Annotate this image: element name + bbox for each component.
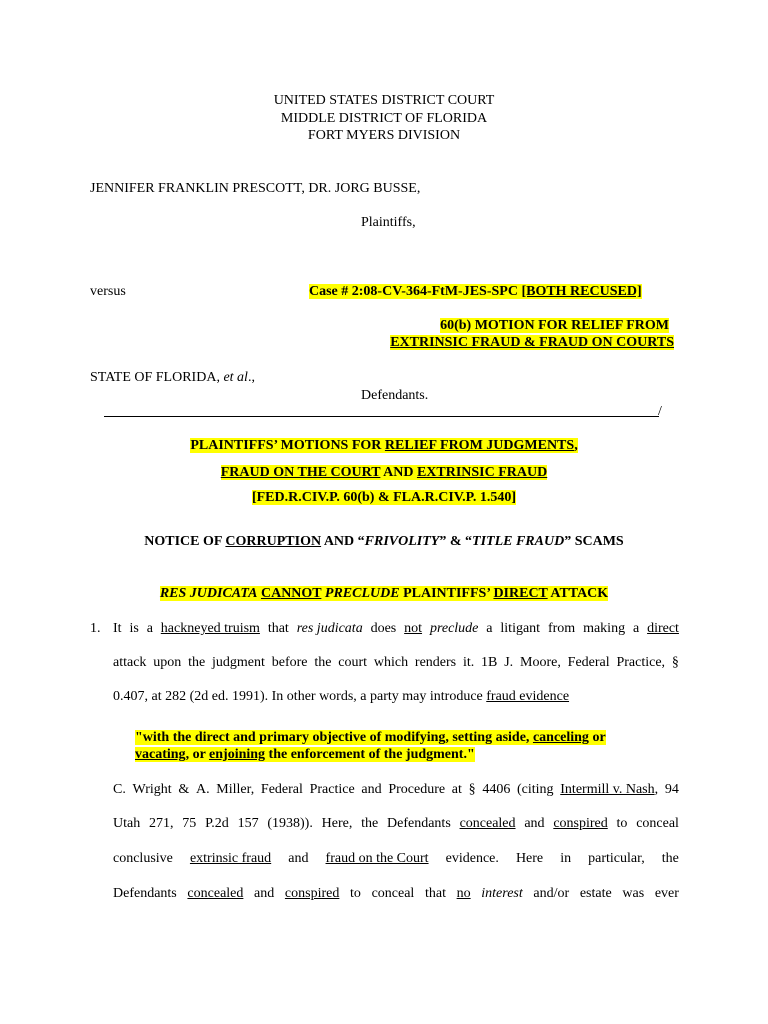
court-division: FORT MYERS DIVISION <box>307 128 461 143</box>
word: Federal <box>260 782 303 797</box>
word: that <box>424 886 446 901</box>
res-a: RES JUDICATA <box>159 586 258 601</box>
plaintiffs-names: JENNIFER FRANKLIN PRESCOTT, DR. JORG BUSSE, <box>90 181 421 196</box>
quote-q2-b: , or <box>185 747 210 762</box>
word: and <box>361 782 382 797</box>
word: extrinsic fraud <box>189 851 272 866</box>
word: the <box>188 655 206 670</box>
word: ever <box>654 886 679 901</box>
notice-d: FRIVOLITY <box>364 534 440 549</box>
word: Here <box>515 851 544 866</box>
quote-q2-c: enjoining <box>209 747 266 762</box>
word: a <box>632 621 640 636</box>
word: evidence. <box>445 851 499 866</box>
res-e: PRECLUDE <box>324 586 400 601</box>
notice-b: CORRUPTION <box>225 534 322 549</box>
word: (1938)). <box>267 816 313 831</box>
heading-relief-a: PLAINTIFFS’ MOTIONS FOR <box>190 438 385 453</box>
para1-l3-underlined: fraud evidence <box>486 689 570 704</box>
word: 94 <box>664 782 679 797</box>
word: a <box>146 621 153 636</box>
word: and <box>254 886 275 901</box>
heading-res-judicata <box>0 585 768 602</box>
notice-a: NOTICE OF <box>144 534 226 549</box>
word: conceal <box>636 816 679 831</box>
para1-line2 <box>113 654 679 671</box>
word: it. <box>462 655 475 670</box>
word: (citing <box>517 782 554 797</box>
word: Practice <box>309 782 355 797</box>
heading-rules <box>0 489 768 506</box>
word: which <box>373 655 409 670</box>
paragraph-number: 1. <box>90 621 101 636</box>
word: conspired <box>284 886 340 901</box>
word: in <box>560 851 572 866</box>
word: upon <box>153 655 182 670</box>
word: Federal <box>567 655 610 670</box>
quote-q2-d: the enforcement of the judgment." <box>265 747 475 762</box>
word: It <box>113 621 122 636</box>
word: 75 <box>182 816 197 831</box>
word: direct <box>647 621 679 636</box>
plaintiffs-label: Plaintiffs, <box>361 215 416 230</box>
word: making <box>583 621 626 636</box>
defendant-end: ., <box>247 370 255 385</box>
word: at <box>451 782 462 797</box>
heading-fraud-c: EXTRINSIC FRAUD <box>416 465 548 480</box>
word: 4406 <box>482 782 511 797</box>
word: conceal <box>371 886 415 901</box>
defendant-name <box>90 369 255 386</box>
word: particular, <box>588 851 645 866</box>
quote-line1 <box>135 729 606 746</box>
word: hackneyed truism <box>160 621 260 636</box>
word: judgment <box>212 655 265 670</box>
word: Moore, <box>520 655 561 670</box>
quote-line2 <box>135 746 475 763</box>
word: a <box>486 621 493 636</box>
word: Procedure <box>388 782 446 797</box>
word: to <box>350 886 361 901</box>
quote-q1-b: canceling <box>532 730 589 745</box>
word: , <box>654 782 659 797</box>
para1-line3 <box>113 688 569 705</box>
motion-line1-text: 60(b) MOTION FOR RELIEF FROM <box>440 318 669 333</box>
case-prefix: Case # 2:08-CV-364-FtM-JES-SPC <box>309 284 522 299</box>
word: the <box>314 655 332 670</box>
para2-line1 <box>113 781 679 798</box>
word: Wright <box>132 782 172 797</box>
defendant-text: STATE OF FLORIDA, <box>90 370 224 385</box>
word: preclude <box>429 621 479 636</box>
notice-e: ” & “ <box>439 534 473 549</box>
word: the <box>661 851 679 866</box>
word: conclusive <box>113 851 173 866</box>
word: A. <box>195 782 210 797</box>
word: 157 <box>237 816 259 831</box>
word: 271, <box>149 816 174 831</box>
word: § <box>468 782 476 797</box>
case-number <box>309 283 642 300</box>
heading-relief-b: RELIEF FROM JUDGMENTS <box>384 438 575 453</box>
word: that <box>267 621 289 636</box>
word: from <box>547 621 576 636</box>
res-c: CANNOT <box>260 586 322 601</box>
word: & <box>178 782 190 797</box>
word: court <box>338 655 368 670</box>
res-h: ATTACK <box>547 586 609 601</box>
court-district: MIDDLE DISTRICT OF FLORIDA <box>280 111 488 126</box>
word: 1B <box>481 655 498 670</box>
heading-notice <box>0 533 768 550</box>
word: renders <box>414 655 457 670</box>
word: J. <box>504 655 514 670</box>
versus-label: versus <box>90 284 126 299</box>
notice-f: TITLE FRAUD <box>472 534 565 549</box>
word: is <box>129 621 139 636</box>
word: before <box>271 655 308 670</box>
word: estate <box>579 886 612 901</box>
word: res judicata <box>296 621 363 636</box>
heading-fraud-a: FRAUD ON THE COURT <box>220 465 381 480</box>
word: Defendants <box>387 816 451 831</box>
word: interest <box>481 886 523 901</box>
quote-q2-a: vacating <box>135 747 186 762</box>
word: Defendants <box>113 886 177 901</box>
defendant-etal: et al <box>223 370 248 385</box>
motion-title-line2 <box>390 334 674 351</box>
res-g: DIRECT <box>493 586 548 601</box>
word: Utah <box>113 816 141 831</box>
case-citation: Intermill v. Nash <box>560 782 655 797</box>
word: P.2d <box>205 816 229 831</box>
caption-rule <box>104 416 659 417</box>
heading-relief <box>0 437 768 454</box>
court-name: UNITED STATES DISTRICT COURT <box>273 93 495 108</box>
para2-line2 <box>113 815 679 832</box>
quote-q1-c: or <box>588 730 606 745</box>
para2-line4 <box>113 885 679 902</box>
case-recused: [BOTH RECUSED] <box>521 284 642 299</box>
word: Miller, <box>216 782 255 797</box>
para1-line1 <box>113 620 679 637</box>
word: the <box>361 816 379 831</box>
word: fraud on the Court <box>325 851 429 866</box>
notice-c: AND “ <box>321 534 365 549</box>
word: no <box>456 886 471 901</box>
word: Practice, <box>616 655 666 670</box>
word: was <box>622 886 645 901</box>
word: concealed <box>459 816 516 831</box>
word: C. <box>113 782 126 797</box>
word: not <box>404 621 423 636</box>
word: and <box>288 851 309 866</box>
res-f: PLAINTIFFS’ <box>399 586 494 601</box>
caption-rule-end: / <box>658 404 662 419</box>
motion-title-line1 <box>440 317 669 334</box>
word: does <box>370 621 397 636</box>
word: § <box>671 655 679 670</box>
heading-rules-text: [FED.R.CIV.P. 60(b) & FLA.R.CIV.P. 1.540] <box>251 490 517 505</box>
word: and <box>524 816 545 831</box>
para2-line3 <box>113 850 679 867</box>
heading-relief-c: , <box>574 438 578 453</box>
word: Here, <box>321 816 353 831</box>
word: litigant <box>500 621 541 636</box>
notice-g: ” SCAMS <box>564 534 624 549</box>
word: attack <box>113 655 147 670</box>
motion-line2-text: EXTRINSIC FRAUD & FRAUD ON COURTS <box>390 335 674 350</box>
word: to <box>616 816 628 831</box>
heading-fraud-b: AND <box>380 465 417 480</box>
word: conspired <box>553 816 608 831</box>
heading-fraud <box>0 464 768 481</box>
word: concealed <box>187 886 244 901</box>
quote-q1-a: "with the direct and primary objective of modifying, setting aside, <box>135 730 533 745</box>
defendants-label: Defendants. <box>361 388 429 403</box>
word: and/or <box>533 886 570 901</box>
para1-l3-text: 0.407, at 282 (2d ed. 1991). In other words, a party may introduce <box>113 689 487 704</box>
